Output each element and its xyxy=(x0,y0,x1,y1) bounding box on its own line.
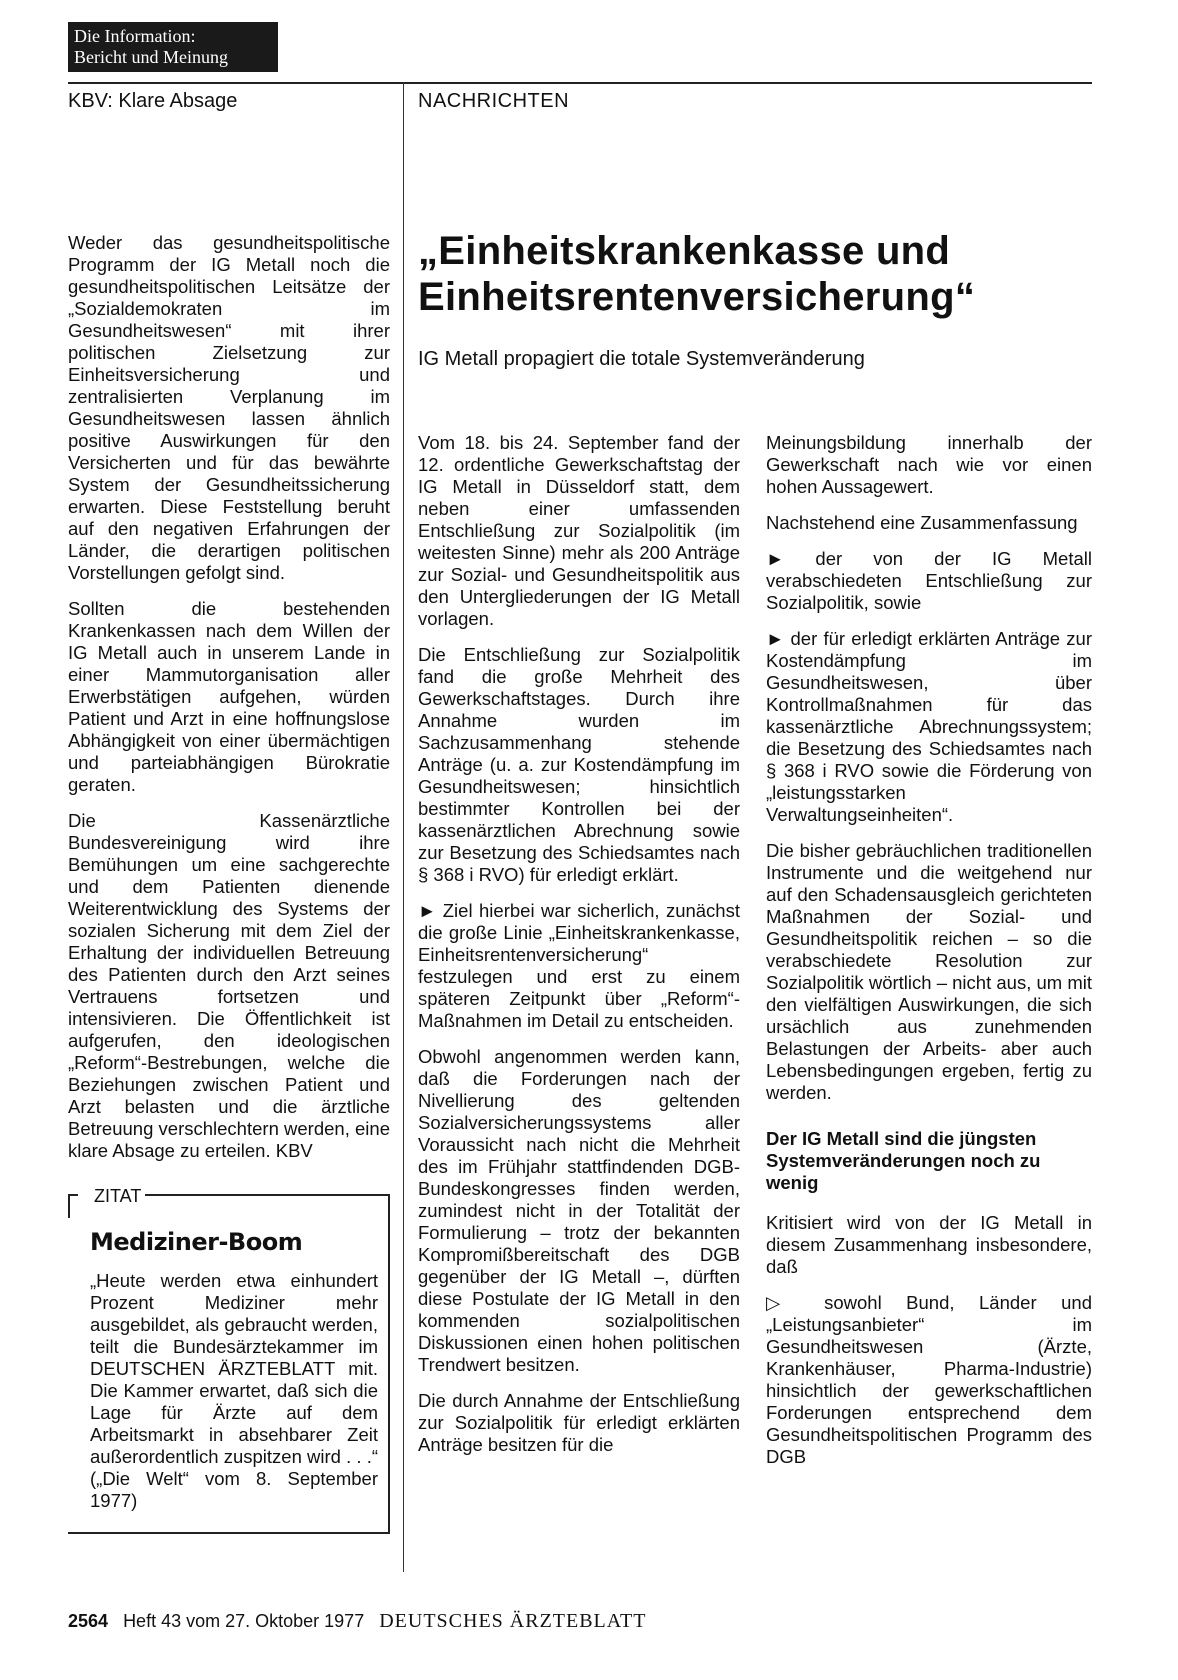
right-paragraph: Nachstehend eine Zusammenfassung xyxy=(766,512,1078,533)
right-paragraph: ▷ sowohl Bund, Länder und „Leistungsanbieter“ im Gesundheitswesen (Ärzte, Krankenhäuser, Pharma-Industrie) hinsichtlich der gewerkschaftlichen Forderungen entsprechend dem Gesundheitspolitischen Programm des DGB xyxy=(766,1292,1092,1467)
middle-column xyxy=(418,432,740,1470)
section-label xyxy=(68,22,278,72)
left-paragraph: Weder das gesundheitspolitische Programm der IG Metall noch die gesundheitspolitischen Leitsätze der „Sozialdemokraten im Gesundheitswesen“ mit ihrer politischen Zielsetzung zur Einheitsversicherung und zentralisierten Verplanung im Gesundheitswesen lassen ähnlich positive Auswirkungen für den Versicherten und für das bewährte System der Gesundheitssicherung erwarten. Diese Feststellung beruht auf den negativen Erfahrungen der Länder, die derartigen politischen Vorstellungen gefolgt sind. xyxy=(68,232,390,583)
journal-name: DEUTSCHES ÄRZTEBLATT xyxy=(379,1610,647,1632)
left-paragraph: Sollten die bestehenden Krankenkassen nach dem Willen der IG Metall auch in unserem Lande in einer Mammutorganisation aller Erwerbstätigen aufgehen, würden Patient und Arzt in eine hoffnungslose Abhängigkeit von einer übermächtigen und parteiabhängigen Bürokratie geraten. xyxy=(68,598,390,795)
left-paragraph: Die Kassenärztliche Bundesvereinigung wird ihre Bemühungen um eine sachgerechte und dem Patienten dienende Weiterentwicklung des Systems der sozialen Sicherung mit dem Ziel der Erhaltung der individuellen Betreuung des Patienten durch den Arzt seines Vertrauens fortsetzen und intensivieren. Die Öffentlichkeit ist aufgerufen, den ideologischen „Reform“-Bestrebungen, welche die Beziehungen zwischen Patient und Arzt belasten und die ärztliche Betreuung verschlechtern werden, eine klare Absage zu erteilen. KBV xyxy=(68,810,390,1161)
right-paragraph: Meinungsbildung innerhalb der Gewerkschaft nach wie vor einen hohen Aussagewert. xyxy=(766,432,1092,497)
middle-paragraph: Vom 18. bis 24. September fand der 12. ordentliche Gewerkschaftstag der IG Metall in Düsseldorf statt, dem neben einer umfassenden Entschließung zur Sozialpolitik (im weitesten Sinne) mehr als 200 Anträge zur Sozial- und Gesundheitspolitik aus den Untergliederungen der IG Metall vorlagen. xyxy=(418,432,740,629)
right-column xyxy=(766,432,1092,1482)
page-number: 2564 xyxy=(68,1611,109,1631)
article-subheadline: IG Metall propagiert die totale Systemveränderung xyxy=(418,348,865,370)
section-label-line1: Die Information: xyxy=(74,26,196,46)
column-divider xyxy=(403,82,404,1572)
quote-box-top-line xyxy=(140,1194,390,1196)
right-paragraph: ► der für erledigt erklärten Anträge zur Kostendämpfung im Gesundheitswesen, über Kontrollmaßnahmen für das kassenärztliche Abrechnungssystem; die Besetzung des Schiedsamtes nach § 368 i RVO sowie die Förderung von „leistungsstarken Verwaltungseinheiten“. xyxy=(766,628,1092,825)
issue-info: Heft 43 vom 27. Oktober 1977 xyxy=(123,1611,365,1631)
right-paragraph: Die bisher gebräuchlichen traditionellen Instrumente und die weitgehend nur auf den Schadensausgleich gerichteten Maßnahmen der Sozial- und Gesundheitspolitik reichen – so die verabschiedete Resolution zur Sozialpolitik wörtlich – nicht aus, um mit den vielfältigen Auswirkungen, die sich ursächlich aus zunehmenden Belastungen der Arbeits- aber auch Lebensbedingungen ergeben, fertig zu werden. xyxy=(766,840,1092,1103)
section-label-line2: Bericht und Meinung xyxy=(74,47,228,67)
right-paragraph: ► der von der IG Metall verabschiedeten Entschließung zur Sozialpolitik, sowie xyxy=(766,548,1092,613)
left-column-header: KBV: Klare Absage xyxy=(68,90,238,112)
quote-box-text: „Heute werden etwa einhundert Prozent Mediziner mehr ausgebildet, als gebraucht werden, teilt die Bundesärztekammer im DEUTSCHEN ÄRZTEBLATT mit. Die Kammer erwartet, daß sich die Lage für Ärzte auf dem Arbeitsmarkt in absehbarer Zeit außerordentlich zuspitzen wird . . .“ („Die Welt“ vom 8. September 1977) xyxy=(90,1270,378,1511)
quote-box-corner xyxy=(68,1194,78,1218)
section-header: NACHRICHTEN xyxy=(418,90,570,112)
middle-paragraph: ► Ziel hierbei war sicherlich, zunächst die große Linie „Einheitskrankenkasse, Einheitsrentenversicherung“ festzulegen und erst zu einem späteren Zeitpunkt über „Reform“-Maßnahmen im Detail zu entscheiden. xyxy=(418,900,740,1031)
quote-box-title: Mediziner-Boom xyxy=(90,1228,303,1256)
left-column xyxy=(68,232,390,1176)
quote-box-label: ZITAT xyxy=(90,1186,145,1207)
right-subheading: Der IG Metall sind die jüngsten Systemveränderungen noch zu wenig xyxy=(766,1128,1041,1193)
top-rule xyxy=(68,82,1092,84)
middle-paragraph: Die Entschließung zur Sozialpolitik fand die große Mehrheit des Gewerkschaftstages. Durch ihre Annahme wurden im Sachzusammenhang stehende Anträge (u. a. zur Kostendämpfung im Gesundheitswesen; hinsichtlich bestimmter Kontrollen bei der kassenärztlichen Abrechnung sowie zur Besetzung des Schiedsamtes nach § 368 i RVO) für erledigt erklärt. xyxy=(418,644,740,885)
middle-paragraph: Die durch Annahme der Entschließung zur Sozialpolitik für erledigt erklärten Anträge besitzen für die xyxy=(418,1390,740,1455)
right-paragraph: Kritisiert wird von der IG Metall in diesem Zusammenhang insbesondere, daß xyxy=(766,1212,1092,1277)
middle-paragraph: Obwohl angenommen werden kann, daß die Forderungen nach der Nivellierung des geltenden Sozialversicherungssystems aller Voraussicht nach nicht die Mehrheit des im Frühjahr stattfindenden DGB-Bundeskongresses finden werden, zumindest nicht in der Totalität der Formulierung – trotz der bekannten Kompromißbereitschaft des DGB gegenüber der IG Metall –, dürften diese Postulate der IG Metall in den kommenden sozialpolitischen Diskussionen einen hohen politischen Trendwert besitzen. xyxy=(418,1046,740,1375)
page-footer xyxy=(68,1610,646,1633)
article-headline: „Einheitskrankenkasse und Einheitsrentenversicherung“ xyxy=(418,229,976,319)
